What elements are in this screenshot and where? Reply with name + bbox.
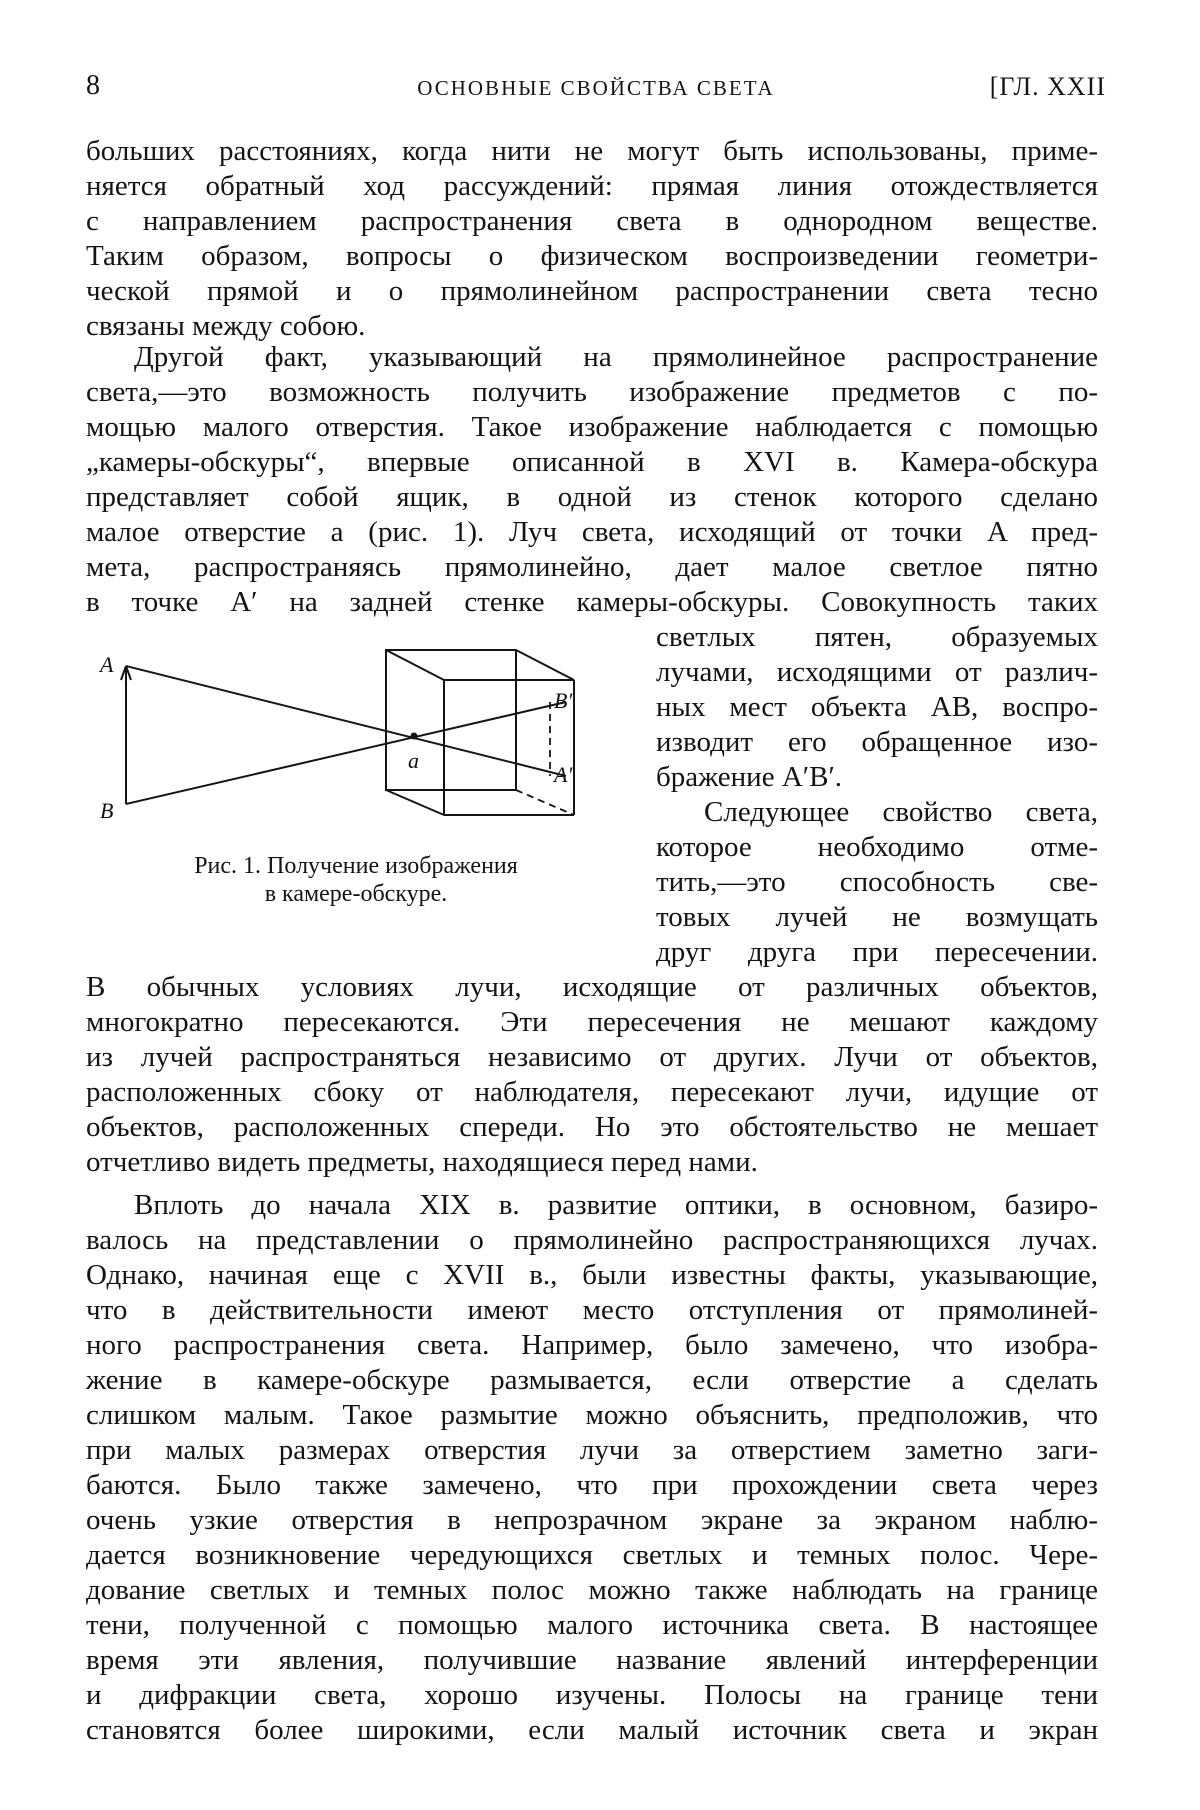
text-line: многократно пересекаются. Эти пересечения не мешают каждому bbox=[86, 1006, 1098, 1038]
figure-drawing bbox=[86, 640, 626, 850]
text-line: при малых размерах отверстия лучи за отверстием заметно заги- bbox=[86, 1434, 1098, 1466]
running-title: ОСНОВНЫЕ СВОЙСТВА СВЕТА bbox=[417, 76, 775, 100]
text-line: светлых пятен, образуемых bbox=[656, 621, 1098, 653]
paragraph-2-continued bbox=[656, 620, 1098, 795]
text-line: представляет собой ящик, в одной из стенок которого сделано bbox=[86, 481, 1098, 513]
aperture-point bbox=[411, 733, 418, 740]
page-number: 8 bbox=[86, 70, 100, 101]
text-line: Однако, начиная еще с XVII в., были известны факты, указывающие, bbox=[86, 1259, 1098, 1291]
caption-line: в камере-обскуре. bbox=[264, 881, 448, 907]
label-A-prime: A′ bbox=[554, 762, 573, 787]
text-line: жение в камере-обскуре размывается, если отверстие a сделать bbox=[86, 1364, 1098, 1396]
text-line: друг друга при пересечении. bbox=[656, 936, 1098, 968]
text-line: в точке A′ на задней стенке камеры-обскуры. Совокупность таких bbox=[86, 586, 1098, 618]
text-line: очень узкие отверстия в непрозрачном экране за экраном наблю- bbox=[86, 1504, 1098, 1536]
paragraph-1 bbox=[86, 134, 1098, 344]
text-line: которое необходимо отме- bbox=[656, 831, 1098, 863]
chapter-label: [ГЛ. XXII bbox=[989, 72, 1106, 101]
text-line: тить,—это способность све- bbox=[656, 866, 1098, 898]
paragraph-3-continued bbox=[86, 970, 1098, 1180]
caption-line: Рис. 1. Получение изображения bbox=[194, 853, 518, 879]
text-line: Другой факт, указывающий на прямолинейное распространение bbox=[134, 341, 1098, 373]
text-line: В обычных условиях лучи, исходящие от различных объектов, bbox=[86, 971, 1098, 1003]
text-line: что в действительности имеют место отступления от прямолиней- bbox=[86, 1294, 1098, 1326]
text-line: валось на представлении о прямолинейно распространяющихся лучах. bbox=[86, 1224, 1098, 1256]
text-line: с направлением распространения света в однородном веществе. bbox=[86, 205, 1098, 237]
text-line: слишком малым. Такое размытие можно объяснить, предположив, что bbox=[86, 1399, 1098, 1431]
text-line: объектов, расположенных спереди. Но это обстоятельство не мешает bbox=[86, 1111, 1098, 1143]
text-line: отчетливо видеть предметы, находящиеся перед нами. bbox=[86, 1146, 758, 1178]
text-line: Следующее свойство света, bbox=[704, 796, 1098, 828]
text-line: ных мест объекта AB, воспро- bbox=[656, 691, 1098, 723]
text-line: мощью малого отверстия. Такое изображение наблюдается с помощью bbox=[86, 411, 1098, 443]
running-header bbox=[86, 70, 1106, 110]
text-line: „камеры-обскуры“, впервые описанной в XVI в. Камера-обскура bbox=[86, 446, 1098, 478]
text-line: тени, полученной с помощью малого источника света. В настоящее bbox=[86, 1609, 1098, 1641]
text-line: няется обратный ход рассуждений: прямая линия отождествляется bbox=[86, 170, 1098, 202]
text-line: Таким образом, вопросы о физическом воспроизведении геометри- bbox=[86, 240, 1098, 272]
text-line: дование светлых и темных полос можно также наблюдать на границе bbox=[86, 1574, 1098, 1606]
text-line: больших расстояниях, когда нити не могут быть использованы, приме- bbox=[86, 135, 1098, 167]
label-B: B bbox=[100, 798, 114, 823]
text-line: и дифракции света, хорошо изучены. Полосы на границе тени bbox=[86, 1679, 1098, 1711]
paragraph-4 bbox=[86, 1188, 1098, 1748]
text-line: время эти явления, получившие название явлений интерференции bbox=[86, 1644, 1098, 1676]
label-B-prime: B′ bbox=[554, 688, 573, 713]
text-line: мета, распространяясь прямолинейно, дает малое светлое пятно bbox=[86, 551, 1098, 583]
label-A: A bbox=[100, 652, 114, 677]
ray-b-to-b-prime bbox=[126, 702, 566, 804]
text-line: связаны между собою. bbox=[86, 310, 366, 342]
box-front-face bbox=[386, 650, 516, 790]
text-line: ного распространения света. Например, было замечено, что изобра- bbox=[86, 1329, 1098, 1361]
text-line: товых лучей не возмущать bbox=[656, 901, 1098, 933]
figure-caption bbox=[86, 852, 626, 908]
paragraph-3 bbox=[656, 795, 1098, 970]
text-line: бражение A′B′. bbox=[656, 761, 843, 793]
ray-a-to-a-prime bbox=[126, 666, 566, 776]
text-line: света,—это возможность получить изображение предметов с по- bbox=[86, 376, 1098, 408]
text-line: лучами, исходящими от различ- bbox=[656, 656, 1098, 688]
text-line: малое отверстие a (рис. 1). Луч света, исходящий от точки A пред- bbox=[86, 516, 1098, 548]
text-line: Вплоть до начала XIX в. развитие оптики, в основном, базиро- bbox=[134, 1189, 1098, 1221]
text-line: становятся более широкими, если малый источник света и экран bbox=[86, 1714, 1098, 1746]
text-line: дается возникновение чередующихся светлых и темных полос. Чере- bbox=[86, 1539, 1098, 1571]
text-line: ческой прямой и о прямолинейном распространении света тесно bbox=[86, 275, 1098, 307]
text-line: баются. Было также замечено, что при прохождении света через bbox=[86, 1469, 1098, 1501]
paragraph-2 bbox=[86, 340, 1098, 620]
label-a: a bbox=[408, 748, 419, 773]
text-line: изводит его обращенное изо- bbox=[656, 726, 1098, 758]
text-line: из лучей распространяться независимо от других. Лучи от объектов, bbox=[86, 1041, 1098, 1073]
text-line: расположенных сбоку от наблюдателя, пересекают лучи, идущие от bbox=[86, 1076, 1098, 1108]
